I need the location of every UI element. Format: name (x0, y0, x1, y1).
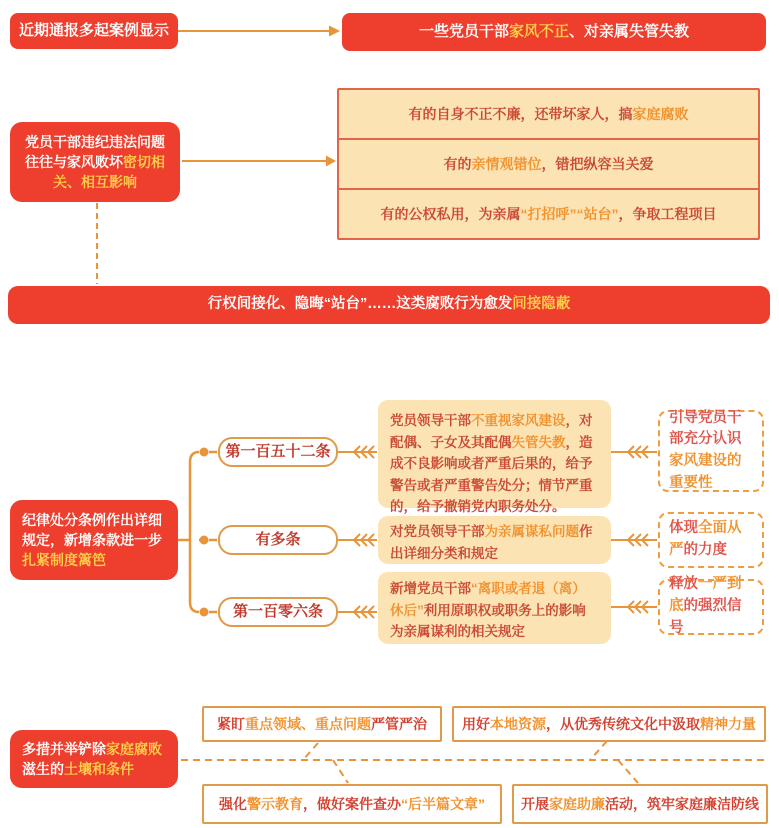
article-152-detail: 党员领导干部不重视家风建设，对配偶、子女及其配偶失管失教，造成不良影响或者严重后果的，给予警告或者严重警告处分；情节严重的，给予撤销党内职务处分。 (378, 400, 611, 508)
arrow-icon (178, 26, 340, 37)
conclusion-3-box: 释放一严到底的强烈信号 (658, 579, 764, 635)
regulation-box: 纪律处分条例作出详细规定，新增条款进一步扎紧制度篱笆 (10, 500, 178, 580)
multiple-clauses-label: 有多条 (218, 525, 338, 555)
measure-1-box: 紧盯重点领域、重点问题严管严治 (202, 706, 442, 742)
article-152-label: 第一百五十二条 (218, 437, 338, 467)
measures-box: 多措并举铲除家庭腐败滋生的土壤和条件 (10, 730, 178, 788)
bracket-connector (178, 452, 217, 612)
dashed-connector (181, 741, 764, 783)
branch-dot-icon (200, 448, 209, 617)
article-106-label: 第一百零六条 (218, 597, 338, 627)
measure-2-box: 用好本地资源，从优秀传统文化中汲取精神力量 (452, 706, 766, 742)
chevron-connector (338, 446, 377, 618)
cause-box: 党员干部违纪违法问题往往与家风败坏密切相关、相互影响 (10, 122, 180, 202)
trend-banner: 行权间接化、隐晦“站台”……这类腐败行为愈发间接隐蔽 (8, 286, 770, 324)
chevron-connector (611, 446, 657, 613)
manifestation-list (337, 88, 760, 240)
intro-box: 近期通报多起案例显示 (10, 13, 178, 49)
conclusion-2-box: 体现全面从严的力度 (658, 512, 764, 568)
measure-4-box: 开展家庭助廉活动，筑牢家庭廉洁防线 (512, 784, 768, 824)
multiple-clauses-detail: 对党员领导干部为亲属谋私问题作出详细分类和规定 (378, 516, 611, 564)
manifestation-item: 有的自身不正不廉，还带坏家人，搞家庭腐败 (408, 105, 689, 122)
arrow-icon (182, 156, 336, 167)
article-106-detail: 新增党员干部“离职或者退（离）休后”利用原职权或职务上的影响为亲属谋利的相关规定 (378, 572, 611, 644)
finding-box: 一些党员干部家风不正、对亲属失管失教 (342, 13, 766, 51)
manifestation-item: 有的公权私用，为亲属“打招呼”“站台”，争取工程项目 (339, 188, 758, 238)
measure-3-box: 强化警示教育，做好案件查办“后半篇文章” (202, 784, 502, 824)
manifestation-item: 有的亲情观错位，错把纵容当关爱 (339, 138, 758, 188)
conclusion-1-box: 引导党员干部充分认识家风建设的重要性 (658, 410, 764, 492)
